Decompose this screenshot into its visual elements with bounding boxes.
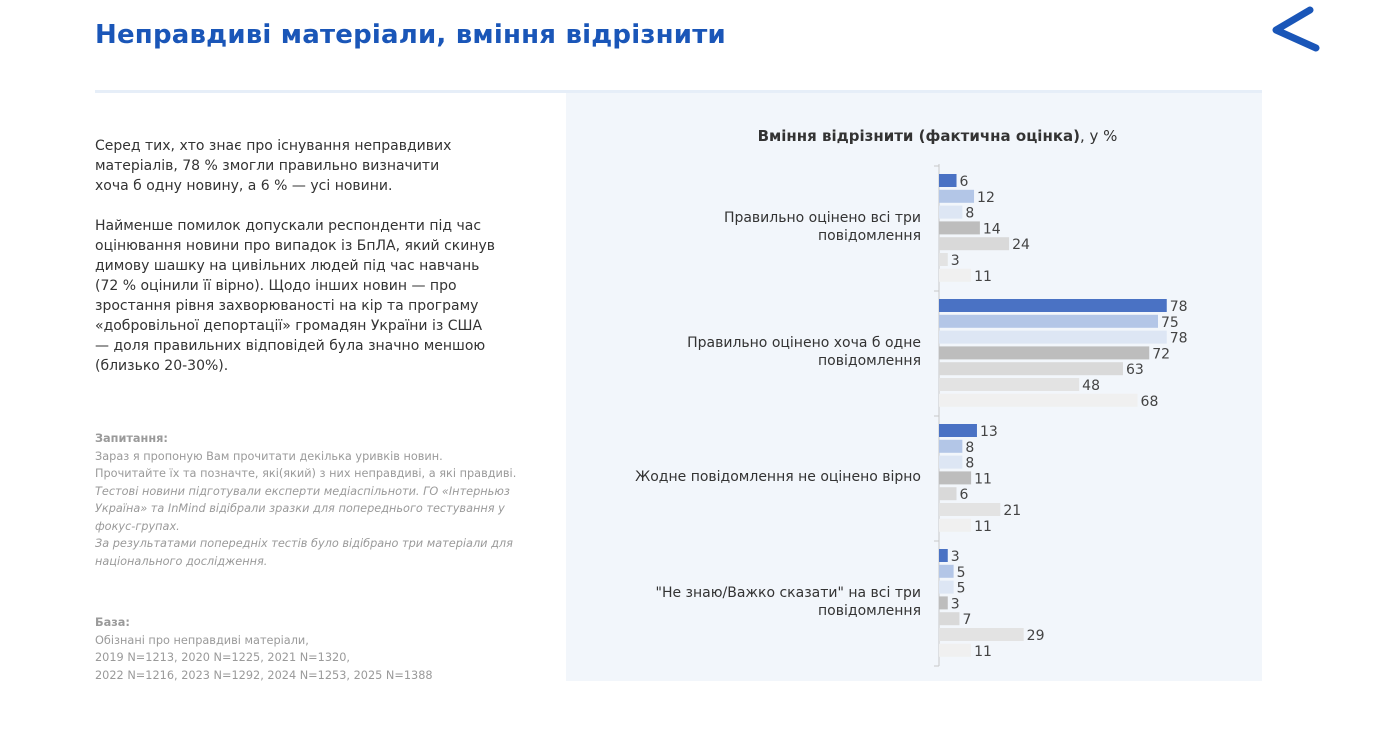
data-label: 78 [1169,299,1188,315]
data-label: 29 [1026,628,1045,644]
page-title: Неправдиві матеріали, вміння відрізнити [95,20,726,50]
summary-paragraph-2: Найменше помилок допускали респонденти під час оцінювання новини про випадок із БпЛА, який скинув димову шашку на цивільних людей під час навчань (72 % оцінили її вірно). Щодо інших новин — про зростання рівня захворюваності на кір та програму «добровільної депортації» громадян України із США — доля правильних відповідей була значно меншою (близько 20-30%). [95,218,496,374]
bar-2024-cat-3 [939,503,1000,516]
chart-title-main: Вміння відрізнити (фактична оцінка) [757,127,1080,145]
chart-title [566,127,1309,145]
bar-2019-cat-1 [939,174,957,187]
bar-2019-cat-3 [939,424,977,437]
bar-2023-cat-2 [939,362,1123,375]
bar-2022-cat-1 [939,221,980,234]
bar-2020-cat-1 [939,190,974,203]
bar-2024-cat-2 [939,378,1079,391]
bar-2021-cat-1 [939,206,962,219]
base-note [95,614,540,684]
category-label-4: "Не знаю/Важко сказати" на всі три повідомлення [655,585,921,620]
brand-logo [1262,4,1322,52]
data-label: 11 [974,471,992,488]
bar-2020-cat-2 [939,315,1158,328]
data-label: 3 [950,596,960,613]
data-label: 13 [979,424,998,440]
base-text: Обізнані про неправдиві матеріали, 2019 N=1213, 2020 N=1225, 2021 N=1320, 2022 N=1216, 2023 N=1292, 2024 N=1253, 2025 N=1388 [95,633,433,682]
data-label: 6 [959,174,969,190]
data-label: 8 [965,455,975,472]
bar-2025-cat-3 [939,519,971,532]
question-heading: Запитання: [95,432,168,445]
bar-2019-cat-4 [939,549,948,562]
bar-2024-cat-4 [939,628,1024,641]
data-label: 75 [1161,314,1179,331]
bar-2025-cat-4 [939,644,971,657]
bar-2023-cat-3 [939,487,957,500]
data-label: 5 [956,564,966,581]
question-details: Тестові новини підготували експерти медіаспільноти. ГО «Інтерньюз Україна» та InMind відібрали зразки для попереднього тестування у фокус-групах. За результатами попередніх тестів було відібрано три матеріали для національного дослідження. [95,484,513,568]
bar-2022-cat-2 [939,346,1149,359]
data-label: 24 [1012,237,1030,254]
chart-title-unit: , у % [1079,127,1118,145]
bar-2023-cat-1 [939,237,1009,250]
data-label: 72 [1152,346,1171,363]
category-label-2: Правильно оцінено хоча б одне повідомлення [687,335,921,370]
data-label: 8 [965,439,975,456]
bar-2022-cat-4 [939,596,948,609]
data-label: 21 [1003,503,1022,519]
data-label: 3 [950,253,960,269]
data-label: 63 [1125,362,1144,379]
data-label: 3 [950,549,960,565]
bar-2021-cat-2 [939,331,1167,344]
category-label-3: Жодне повідомлення не оцінено вірно [635,469,921,486]
data-label: 11 [974,643,992,660]
data-label: 6 [959,487,969,504]
data-label: 68 [1140,393,1159,410]
bar-2025-cat-2 [939,394,1138,407]
data-label: 78 [1169,330,1188,347]
bar-2022-cat-3 [939,471,971,484]
bar-chart [566,160,1262,675]
question-note [95,430,540,570]
bar-2025-cat-1 [939,269,971,282]
data-label: 12 [977,189,995,206]
bar-2019-cat-2 [939,299,1167,312]
bar-2021-cat-3 [939,456,962,469]
data-label: 11 [974,268,992,285]
data-label: 7 [962,612,972,629]
bar-2024-cat-1 [939,253,948,266]
question-text: Зараз я пропоную Вам прочитати декілька уривків новин. Прочитайте їх та позначте, які(який) з них неправдиві, а які правдиві. [95,449,517,480]
summary-text [95,136,515,396]
bar-2023-cat-4 [939,612,959,625]
data-label: 11 [974,518,992,535]
bar-2020-cat-3 [939,440,962,453]
base-heading: База: [95,616,130,629]
summary-paragraph-1: Серед тих, хто знає про існування неправдивих матеріалів, 78 % змогли правильно визначити хоча б одну новину, а 6 % — усі новини. [95,138,452,194]
data-label: 8 [965,205,975,222]
bar-2021-cat-4 [939,581,954,594]
bar-2020-cat-4 [939,565,954,578]
category-label-1: Правильно оцінено всі три повідомлення [723,210,921,245]
data-label: 14 [982,221,1001,238]
data-label: 5 [956,580,966,597]
data-label: 48 [1082,378,1100,394]
